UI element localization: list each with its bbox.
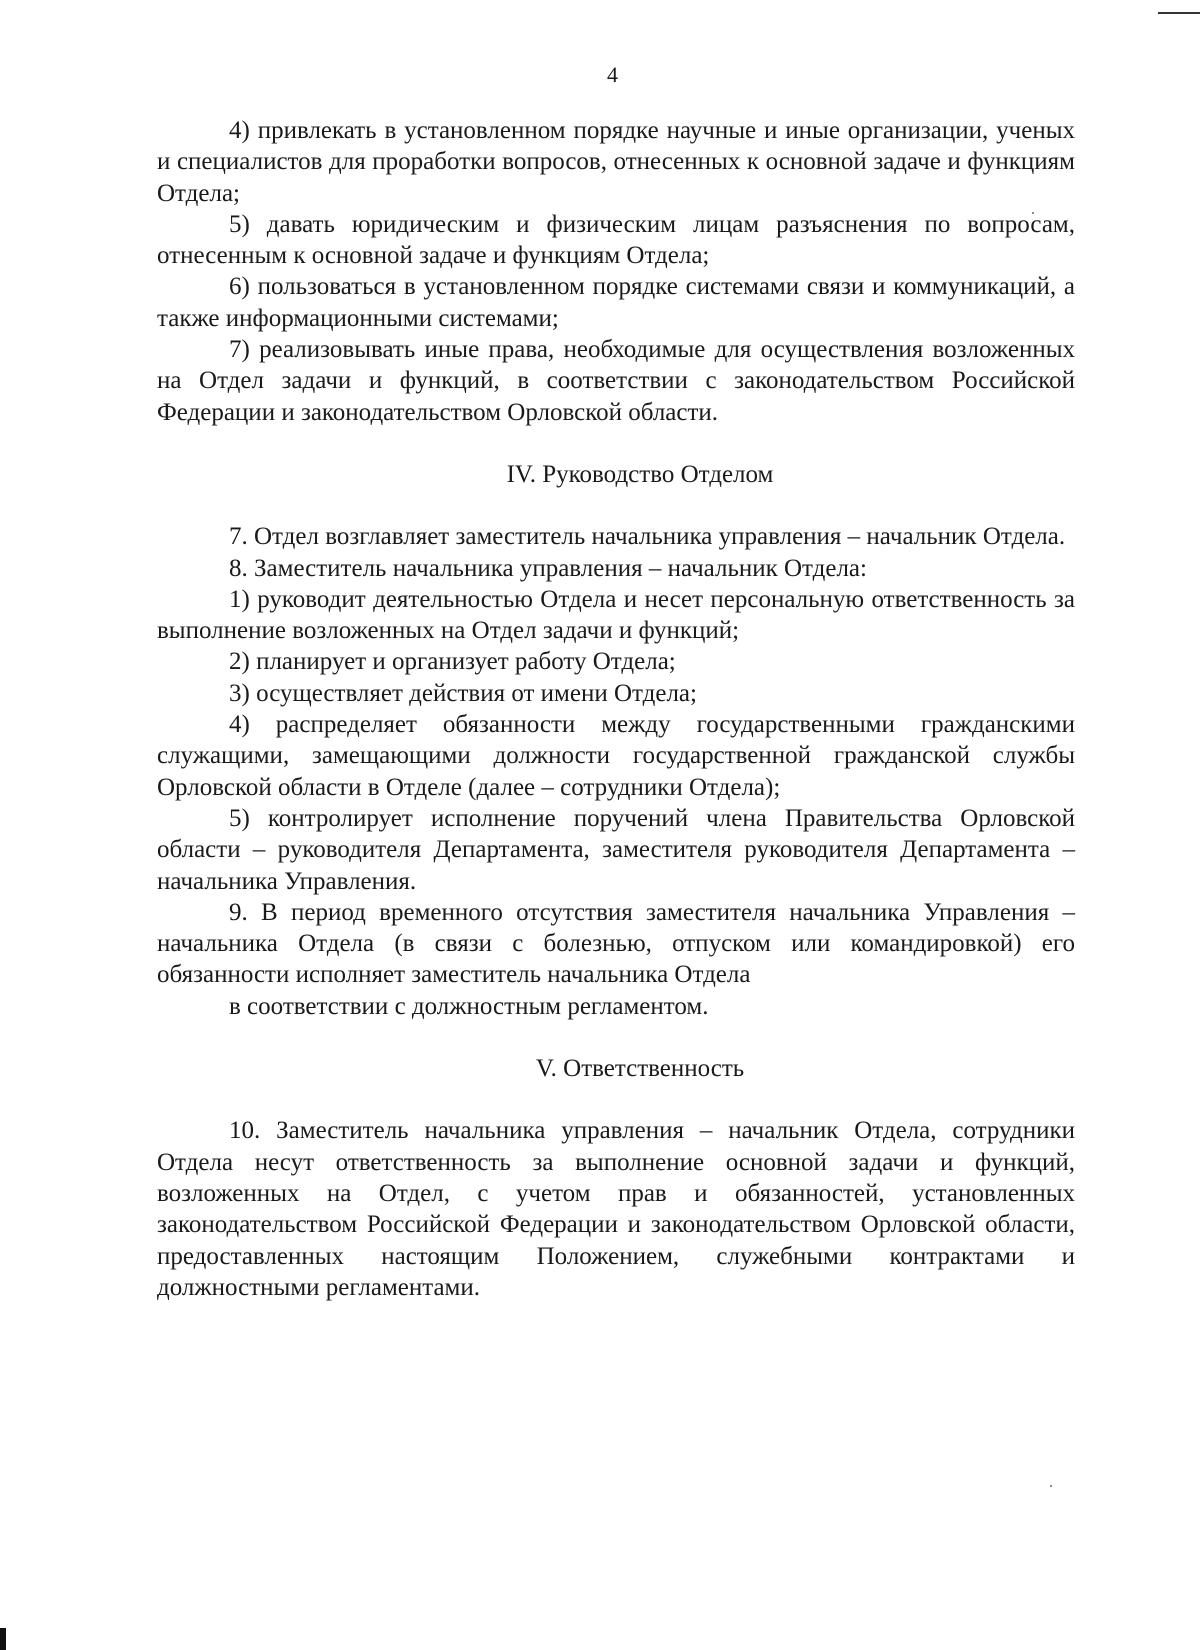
scan-edge-mark <box>0 1628 6 1650</box>
scan-speck <box>1050 1485 1052 1487</box>
scan-edge-mark <box>1158 0 1200 14</box>
clause-9-continuation: в соответствии с должностным регламентом. <box>229 992 709 1020</box>
rights-item-4: 4) привлекать в установленном порядке научные и иные организации, ученых и специалистов для проработки вопросов, отнесенных к основной задаче и функциям Отдела; <box>157 117 1075 207</box>
page-number: 4 <box>607 62 618 87</box>
clause-8: 8. Заместитель начальника управления – начальник Отдела: <box>229 554 867 582</box>
clause-8-item-2: 2) планирует и организует работу Отдела; <box>229 648 676 676</box>
clause-8-item-5: 5) контролирует исполнение поручений члена Правительства Орловской области – руководителя Департамента, заместителя руководителя Департамента – начальника Управления. <box>157 804 1075 895</box>
rights-item-6: 6) пользоваться в установленном порядке системами связи и коммуникаций, а также информационными системами; <box>157 273 1075 332</box>
rights-item-7: 7) реализовывать иные права, необходимые для осуществления возложенных на Отдел задачи и функций, в соответствии с законодательством Российской Федерации и законодательством Орловской области. <box>157 336 1075 426</box>
clause-7: 7. Отдел возглавляет заместитель начальника управления – начальник Отдела. <box>229 523 1066 551</box>
clause-8-item-1: 1) руководит деятельностью Отдела и несет персональную ответственность за выполнение возложенных на Отдел задачи и функций; <box>157 585 1075 645</box>
section-heading-management: IV. Руководство Отделом <box>506 460 774 488</box>
clause-8-item-4: 4) распределяет обязанности между государственными гражданскими служащими, замещающими должности государственной гражданской службы Орловской области в Отделе (далее – сотрудники Отдела); <box>157 711 1075 801</box>
clause-10: 10. Заместитель начальника управления – начальник Отдела, сотрудники Отдела несут ответственность за выполнение основной задачи и функций, возложенных на Отдел, с учетом прав и обязанностей, установленных законодательством Российской Федерации и законодательством Орловской области, предоставленных настоящим Положением, служебными контрактами и должностными регламентами. <box>157 1117 1075 1301</box>
section-heading-responsibility: V. Ответственность <box>535 1055 745 1083</box>
document-body <box>157 115 1075 1303</box>
clause-9: 9. В период временного отсутствия заместителя начальника Управления – начальника Отдела (в связи с болезнью, отпуском или командировкой) его обязанности исполняет заместитель начальника Отдела <box>157 898 1075 989</box>
rights-item-5: 5) давать юридическим и физическим лицам разъяснения по вопросам, отнесенным к основной задаче и функциям Отдела; <box>157 210 1075 270</box>
clause-8-item-3: 3) осуществляет действия от имени Отдела; <box>229 679 697 707</box>
